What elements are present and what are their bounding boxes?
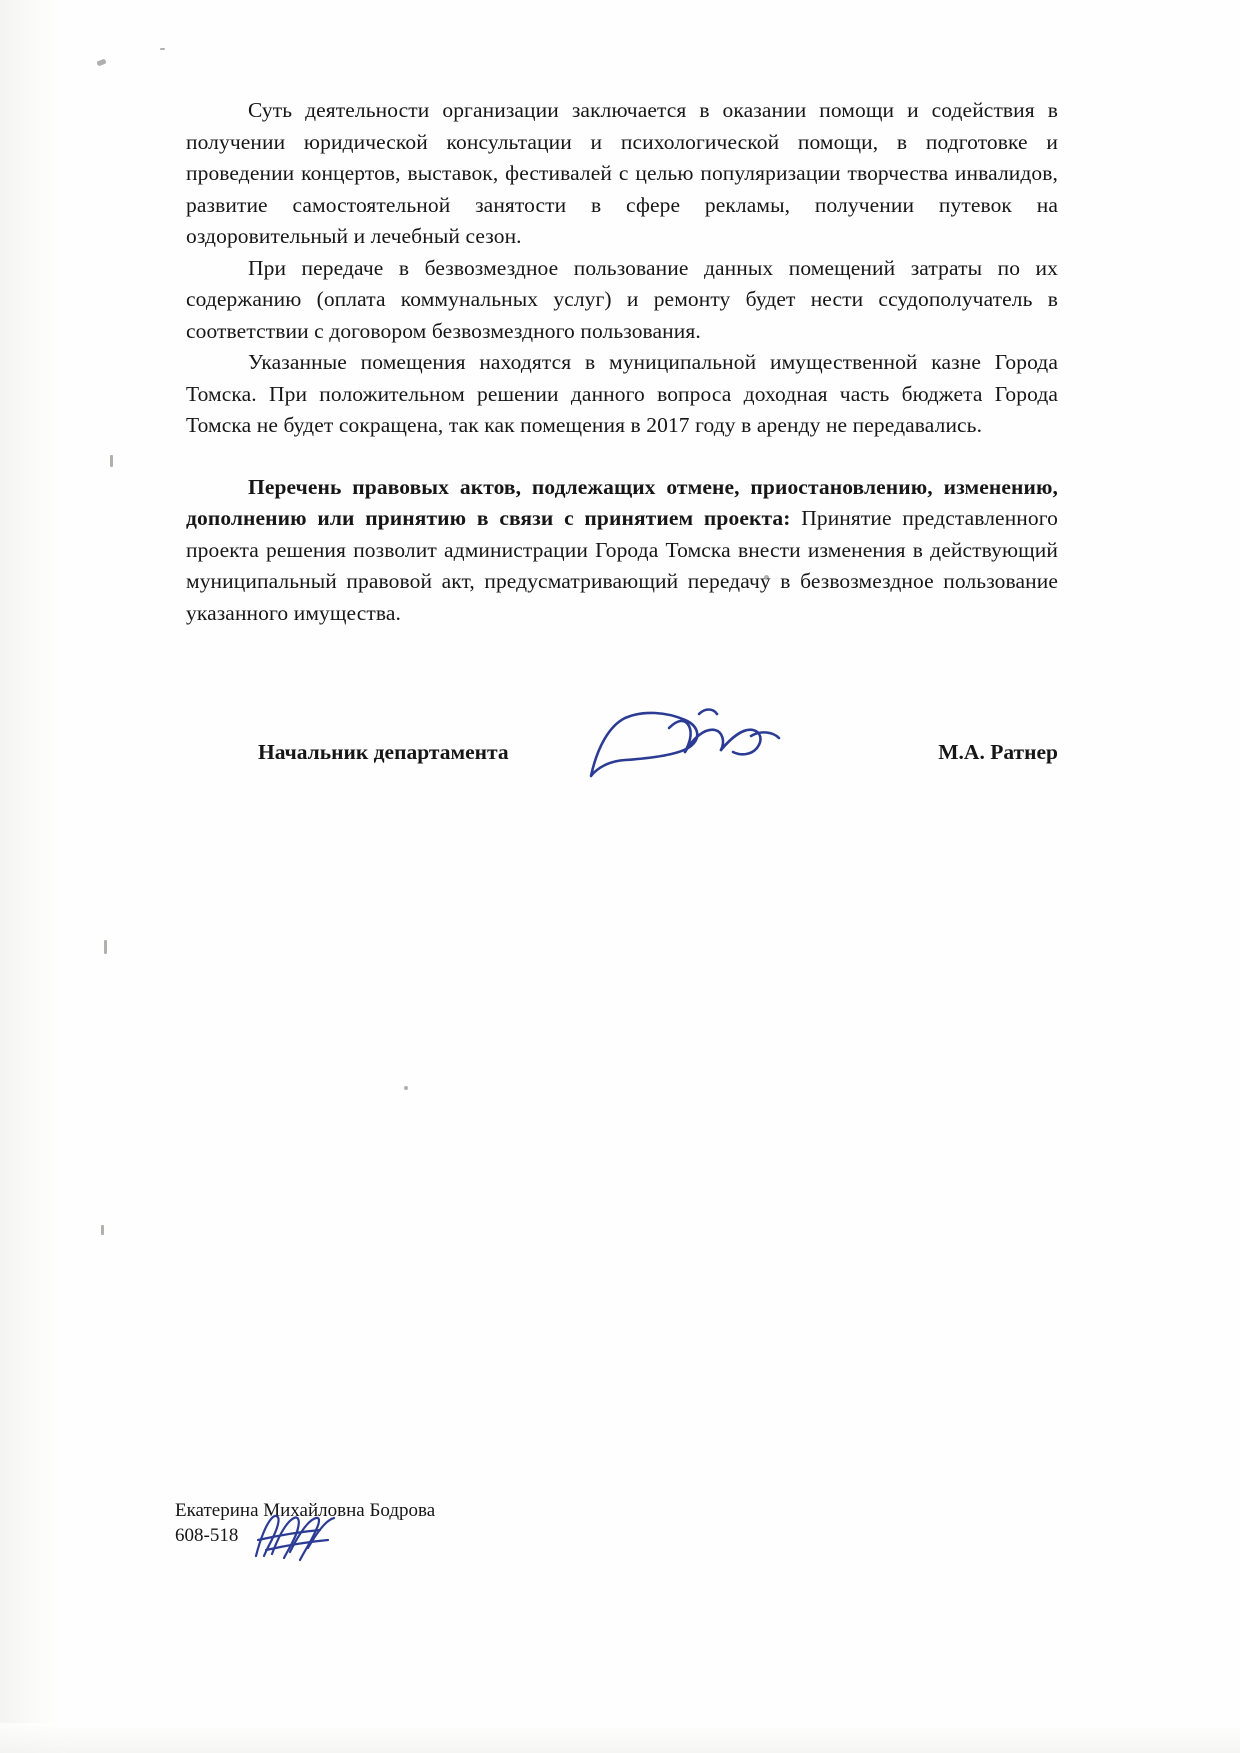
- executor-phone: 608-518: [175, 1525, 239, 1546]
- legal-acts-rest: Принятие представленного проекта решения позволит администрации Города Томска внести изменения в действующий муниципальный правовой акт, предусматривающий передачу в безвозмездное пользование указанного имущества.: [186, 506, 1058, 625]
- signatory-name: М.А. Ратнер: [938, 740, 1058, 764]
- signature-block: [186, 730, 1058, 790]
- scan-speck: [160, 48, 165, 50]
- scan-speck: [104, 940, 107, 954]
- scan-speck: [110, 455, 113, 467]
- paragraph-municipal-treasury: Указанные помещения находятся в муниципальной имущественной казне Города Томска. При положительном решении данного вопроса доходная часть бюджета Города Томска не будет сокращена, так как помещения в 2017 году в аренду не передавались.: [186, 350, 1058, 437]
- scan-edge-bottom: [0, 1723, 1240, 1753]
- scan-speck: [96, 59, 106, 67]
- signatory-title: Начальник департамента: [258, 740, 509, 764]
- executor-contact-block: [175, 1498, 575, 1548]
- handwritten-initials-icon: [250, 1510, 360, 1570]
- handwritten-signature-icon: [581, 698, 801, 788]
- legal-acts-lead-in: Перечень правовых актов, подлежащих отмене, приостановлению, изменению, дополнению или принятию в связи с принятием проекта:: [186, 474, 1058, 530]
- scan-speck: [101, 1225, 104, 1235]
- paragraph-maintenance-costs: При передаче в безвозмездное пользование данных помещений затраты по их содержанию (оплата коммунальных услуг) и ремонту будет нести ссудополучатель в соответствии с договором безвозмездного пользования.: [186, 255, 1058, 343]
- document-body: [186, 95, 1058, 629]
- paragraph-activity-description: Суть деятельности организации заключается в оказании помощи и содействия в получении юридической консультации и психологической помощи, в подготовке и проведении концертов, выставок, фестивалей с целью популяризации творчества инвалидов, развитие самостоятельной занятости в сфере рекламы, получении путевок на оздоровительный и лечебный сезон.: [186, 98, 1058, 248]
- executor-name: Екатерина Михайловна Бодрова: [175, 1500, 436, 1521]
- scan-speck: [404, 1086, 408, 1090]
- paragraph-spacer: [186, 442, 1058, 472]
- scan-edge-left: [0, 0, 66, 1753]
- paragraph-legal-acts: [186, 472, 1058, 630]
